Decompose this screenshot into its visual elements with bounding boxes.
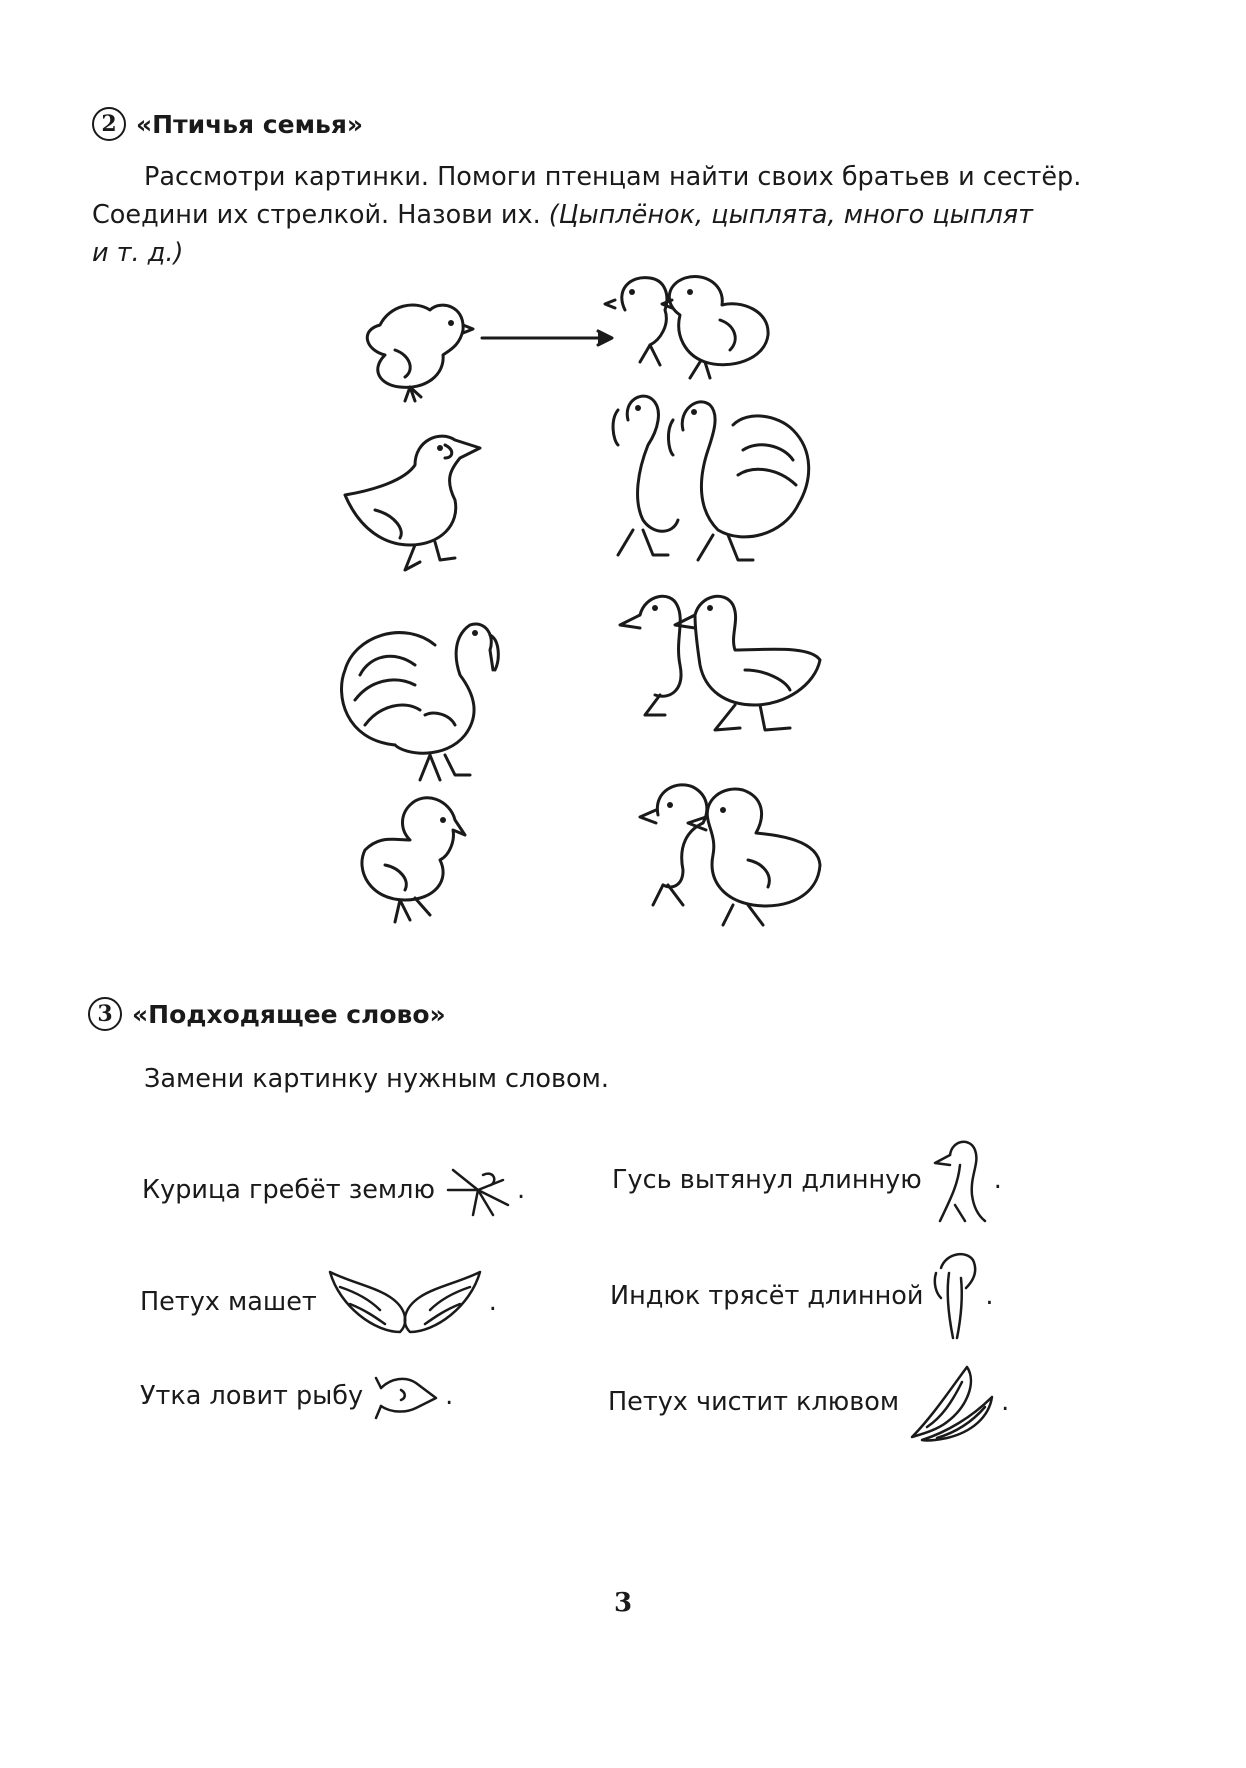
sentence-text: Петух машет [140,1287,317,1317]
exercise-3-header [88,997,446,1031]
sentence-rooster-feathers: Петух чистит клювом . [608,1362,1009,1442]
sentence-text: Гусь вытянул длинную [612,1165,922,1195]
sentence-chicken-ground: Курица гребёт землю . [142,1160,525,1220]
sentence-goose-neck: Гусь вытянул длинную . [612,1135,1002,1225]
instruction-plain: Соедини их стрелкой. Назови их. [92,200,549,230]
sentence-turkey-wattle: Индюк трясёт длинной . [610,1248,994,1343]
two-chicks-icon[interactable] [610,270,785,380]
sentence-text: Петух чистит клювом [608,1387,900,1417]
exercise-2-header [92,107,363,141]
chick-icon[interactable] [355,295,485,405]
chicken-foot-icon[interactable] [443,1160,513,1220]
instruction-line: Рассмотри картинки. Помоги птенцам найти своих братьев и сестёр. [144,162,1082,192]
turkey-wattle-icon[interactable] [931,1248,981,1343]
duckling-icon[interactable] [355,790,475,925]
gosling-icon[interactable] [345,430,495,580]
feathers-icon[interactable] [907,1362,997,1442]
two-turkeys-icon[interactable] [598,390,823,570]
exercise-number-badge: 2 [92,107,126,141]
two-ducklings-icon[interactable] [638,775,828,930]
sentence-text: Индюк трясёт длинной [610,1280,924,1311]
sentence-text: Утка ловит рыбу [140,1380,364,1411]
sentence-duck-fish: Утка ловит рыбу . [140,1368,453,1423]
exercise-title: «Подходящее слово» [132,999,446,1029]
sentence-text: Курица гребёт землю [142,1175,435,1205]
exercise-3-instruction: Замени картинку нужным словом. [144,1064,609,1094]
instruction-example: и т. д.) [92,238,184,268]
page-number: 3 [613,1588,633,1618]
instruction-line [92,196,1112,234]
instruction-example: (Цыплёнок, цыплята, много цыплят [548,200,1033,230]
exercise-title: «Птичья семья» [136,109,364,139]
exercise-2-text [92,158,1112,272]
exercise-number-badge: 3 [88,997,122,1031]
wings-icon[interactable] [325,1262,485,1342]
turkey-icon[interactable] [335,615,510,790]
two-geese-icon[interactable] [615,590,825,740]
connection-arrow-icon [480,328,620,348]
sentence-rooster-wings: Петух машет . [140,1262,497,1342]
goose-neck-icon[interactable] [930,1135,990,1225]
duck-beak-icon[interactable] [371,1368,441,1423]
